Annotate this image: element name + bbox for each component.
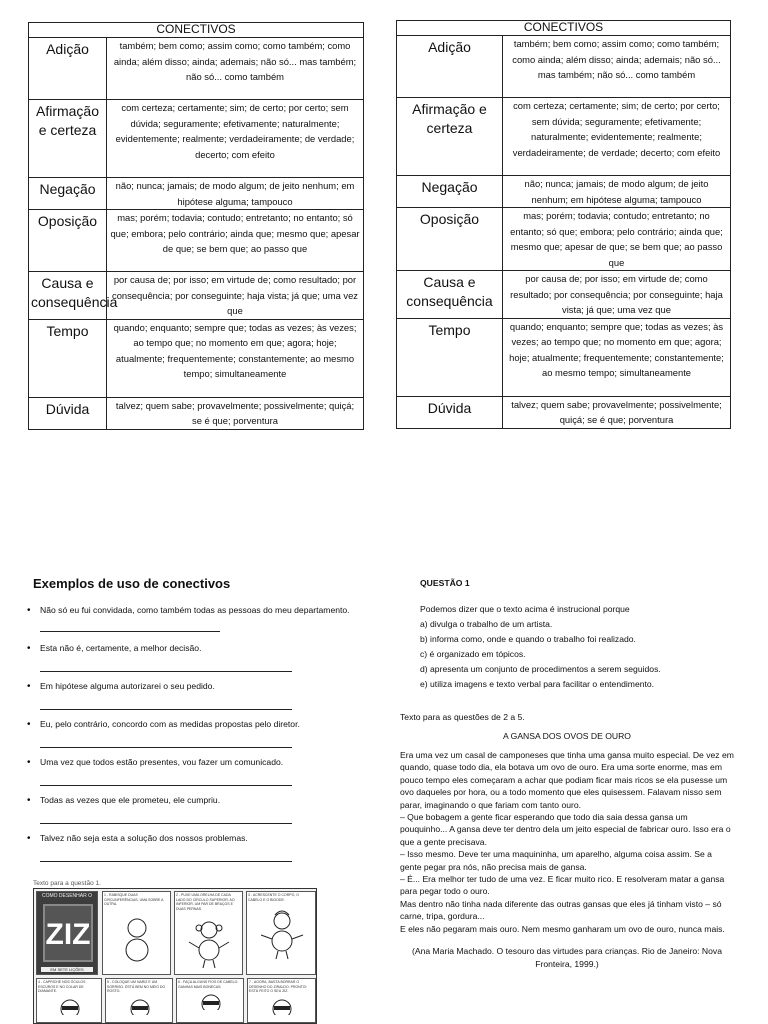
figure-drawing bbox=[247, 903, 316, 963]
category-cell: Oposição bbox=[397, 208, 503, 271]
story-paragraph: – Que bobagem a gente ficar esperando que todo dia saia dessa gansa um pouquinho... A gansa deve ter dentro dela um jeito especial de fabricar ouro. Isso era o que a gente precisava. bbox=[400, 812, 731, 847]
category-cell: Negação bbox=[29, 178, 107, 210]
option-e[interactable]: e) utiliza imagens e texto verbal para facilitar o entendimento. bbox=[420, 679, 655, 689]
example-text: Todas as vezes que ele prometeu, ele cumpriu. bbox=[40, 795, 221, 805]
comic-panel bbox=[246, 891, 316, 975]
example-text: Talvez não seja esta a solução dos nossos problemas. bbox=[40, 833, 248, 843]
story-source: (Ana Maria Machado. O tesouro das virtudes para crianças. Rio de Janeiro: Nova Fronteira, 1999.) bbox=[411, 946, 722, 970]
example-item bbox=[33, 639, 368, 672]
option-d[interactable]: d) apresenta um conjunto de procedimentos a serem seguidos. bbox=[420, 664, 661, 674]
comic-cover-panel bbox=[36, 891, 98, 975]
figure-drawing bbox=[37, 995, 102, 1015]
comic-cover-title: COMO DESENHAR O bbox=[41, 893, 92, 899]
example-text: Não só eu fui convidada, como também todas as pessoas do meu departamento. bbox=[40, 605, 350, 615]
story-paragraph: – Isso mesmo. Deve ter uma maquininha, um aparelho, alguma coisa assim. Se a gente pegar pra nós, não precisa mais de gansa. bbox=[400, 849, 712, 872]
comic-panel bbox=[247, 978, 316, 1023]
panel-caption: 7 - AGORA, BASTA BORRAR O DESENHO DO ZIRALDO. PRONTO! ESTÁ FEITO O SEU ZIZ. bbox=[249, 980, 307, 993]
example-item bbox=[33, 715, 368, 748]
panel-caption: 2 - PUXE UMA ORELHA DE CADA LADO DO CÍRCULO SUPERIOR. AO INFERIOR, UM PAR DE BRAÇOS E DUAS PERNAS. bbox=[176, 893, 235, 911]
example-item bbox=[33, 601, 368, 639]
story-paragraph: E eles não pegaram mais ouro. Nem mesmo ganharam um ovo de ouro, nunca mais. bbox=[400, 923, 725, 934]
examples-cell: com certeza; certamente; sim; de certo; por certo; sem dúvida; seguramente; efetivamente; naturalmente; evidentemente; realmente; verdadeiramente; de verdade; decerto; com efeito bbox=[503, 98, 731, 176]
comic-panel bbox=[105, 978, 173, 1023]
examples-section bbox=[33, 576, 368, 867]
examples-cell: por causa de; por isso; em virtude de; como resultado; por consequência; por conseguinte; haja vista; já que; uma vez que bbox=[107, 272, 364, 320]
comic-panel bbox=[174, 891, 243, 975]
comic-cover-subtitle: EM SETE LIÇÕES bbox=[41, 967, 93, 972]
panel-caption: 6 - FAÇA ALGUNS FIOS DE CABELO. GANHAS MAIS BONECAS. bbox=[178, 980, 239, 989]
examples-cell: quando; enquanto; sempre que; todas as vezes; às vezes; ao tempo que; no momento em que; agora; hoje; atualmente; frequentemente; constantemente; ao mesmo tempo; simultaneamente bbox=[503, 318, 731, 396]
answer-line[interactable] bbox=[40, 696, 292, 710]
question-1 bbox=[420, 578, 750, 692]
category-cell: Causa e consequência bbox=[29, 272, 107, 320]
category-cell: Causa e consequência bbox=[397, 271, 503, 319]
examples-cell: talvez; quem sabe; provavelmente; possivelmente; quiçá; se é que; porventura bbox=[503, 396, 731, 428]
example-item bbox=[33, 677, 368, 710]
question-title: QUESTÃO 1 bbox=[420, 578, 470, 588]
comic-panel bbox=[102, 891, 171, 975]
figure-drawing bbox=[106, 995, 173, 1015]
question-stem: Podemos dizer que o texto acima é instrucional porque bbox=[420, 604, 630, 614]
category-cell: Adição bbox=[29, 38, 107, 100]
answer-line[interactable] bbox=[40, 734, 292, 748]
category-cell: Negação bbox=[397, 176, 503, 208]
circles-drawing bbox=[103, 908, 171, 968]
panel-caption: 5 - COLOQUE UM NARIZ E UM SORRISO. ESTÁ BEM NO MEIO DO ROSTO. bbox=[107, 980, 166, 993]
examples-list bbox=[33, 601, 368, 862]
examples-cell: mas; porém; todavia; contudo; entretanto; no entanto; só que; embora; pelo contrário; ainda que; mesmo que; apesar de que; se bem que; ao passo que bbox=[503, 208, 731, 271]
examples-cell: também; bem como; assim como; como também; como ainda; além disso; ainda; ademais; não só... mas também; não só... como também bbox=[107, 38, 364, 100]
example-text: Uma vez que todos estão presentes, vou fazer um comunicado. bbox=[40, 757, 284, 767]
option-a[interactable]: a) divulga o trabalho de um artista. bbox=[420, 619, 553, 629]
category-cell: Tempo bbox=[29, 319, 107, 397]
story-paragraph: Mas dentro não tinha nada diferente das outras gansas que eles já tinham visto – só carne, tripa, gordura... bbox=[400, 898, 722, 922]
comic-panel bbox=[36, 978, 102, 1023]
comic-cover-name: ZIZ bbox=[43, 904, 93, 962]
category-cell: Afirmação e certeza bbox=[397, 98, 503, 176]
answer-line[interactable] bbox=[40, 772, 292, 786]
answer-line[interactable] bbox=[40, 658, 292, 672]
examples-title: Exemplos de uso de conectivos bbox=[33, 576, 231, 591]
category-cell: Dúvida bbox=[397, 396, 503, 428]
category-cell: Afirmação e certeza bbox=[29, 100, 107, 178]
figure-drawing bbox=[248, 995, 316, 1015]
example-item bbox=[33, 829, 368, 862]
story-paragraph: – É... Era melhor ter tudo de uma vez. E ficar muito rico. E resolveram matar a gansa para pegar todo o ouro. bbox=[400, 874, 725, 897]
examples-cell: com certeza; certamente; sim; de certo; por certo; sem dúvida; seguramente; efetivamente; naturalmente; evidentemente; realmente; verdadeiramente; de verdade; decerto; com efeito bbox=[107, 100, 364, 178]
panel-caption: 1 - RABISQUE DUAS CIRCUNFERÊNCIAS, UMA SOBRE A OUTRA. bbox=[104, 893, 164, 906]
example-text: Em hipótese alguma autorizarei o seu pedido. bbox=[40, 681, 215, 691]
conectivos-table-right bbox=[396, 20, 731, 429]
panel-caption: 3 - ACRESCENTE O CORPO, O CABELO E O BIGODE. bbox=[248, 893, 299, 902]
comic-strip-image bbox=[33, 888, 317, 1024]
table-title: CONECTIVOS bbox=[29, 23, 364, 38]
comic-label: Texto para a questão 1. bbox=[33, 880, 101, 887]
example-text: Eu, pelo contrário, concordo com as medidas propostas pelo diretor. bbox=[40, 719, 300, 729]
example-item bbox=[33, 753, 368, 786]
examples-cell: mas; porém; todavia; contudo; entretanto; no entanto; só que; embora; pelo contrário; ainda que; mesmo que; apesar de que; se bem que; ao passo que bbox=[107, 210, 364, 272]
example-item bbox=[33, 791, 368, 824]
category-cell: Dúvida bbox=[29, 397, 107, 429]
category-cell: Adição bbox=[397, 36, 503, 98]
examples-cell: também; bem como; assim como; como também; como ainda; além disso; ainda; ademais; não só... mas também; não só... como também bbox=[503, 36, 731, 98]
conectivos-table-left bbox=[28, 22, 364, 430]
story-intro: Texto para as questões de 2 a 5. bbox=[400, 712, 525, 722]
answer-line[interactable] bbox=[40, 848, 292, 862]
category-cell: Tempo bbox=[397, 318, 503, 396]
comic-panel bbox=[176, 978, 244, 1023]
option-b[interactable]: b) informa como, onde e quando o trabalho foi realizado. bbox=[420, 634, 636, 644]
examples-cell: não; nunca; jamais; de modo algum; de jeito nenhum; em hipótese alguma; tampouco bbox=[503, 176, 731, 208]
panel-caption: 4 - CAPRICHE NOS ÓCULOS ESCUROS E NO COLAR DE DIAMANTE. bbox=[38, 980, 86, 993]
example-text: Esta não é, certamente, a melhor decisão. bbox=[40, 643, 202, 653]
story-title: A GANSA DOS OVOS DE OURO bbox=[503, 731, 631, 741]
answer-line[interactable] bbox=[40, 810, 292, 824]
story-section bbox=[400, 712, 734, 971]
examples-cell: talvez; quem sabe; provavelmente; possivelmente; quiçá; se é que; porventura bbox=[107, 397, 364, 429]
examples-cell: por causa de; por isso; em virtude de; como resultado; por consequência; por conseguinte; haja vista; já que; uma vez que bbox=[503, 271, 731, 319]
examples-cell: não; nunca; jamais; de modo algum; de jeito nenhum; em hipótese alguma; tampouco bbox=[107, 178, 364, 210]
figure-drawing bbox=[175, 912, 243, 972]
table-title: CONECTIVOS bbox=[397, 21, 731, 36]
category-cell: Oposição bbox=[29, 210, 107, 272]
figure-drawing bbox=[177, 990, 244, 1010]
answer-line[interactable] bbox=[40, 622, 220, 632]
option-c[interactable]: c) é organizado em tópicos. bbox=[420, 649, 526, 659]
story-paragraph: Era uma vez um casal de camponeses que tinha uma gansa muito especial. De vez em quando, quase todo dia, ela botava um ovo de ouro. Era uma sorte enorme, mas em pouco tempo eles começaram a achar que podiam ficar mais ricos se ela pusesse um ovo daqueles por hora, ou a todo momento que eles quisessem. Falavam nisso sem parar, imaginando o que fariam com tanto ouro. bbox=[400, 750, 734, 810]
examples-cell: quando; enquanto; sempre que; todas as vezes; às vezes; ao tempo que; no momento em que; agora; hoje; atualmente; frequentemente; constantemente; ao mesmo tempo; simultaneamente bbox=[107, 319, 364, 397]
